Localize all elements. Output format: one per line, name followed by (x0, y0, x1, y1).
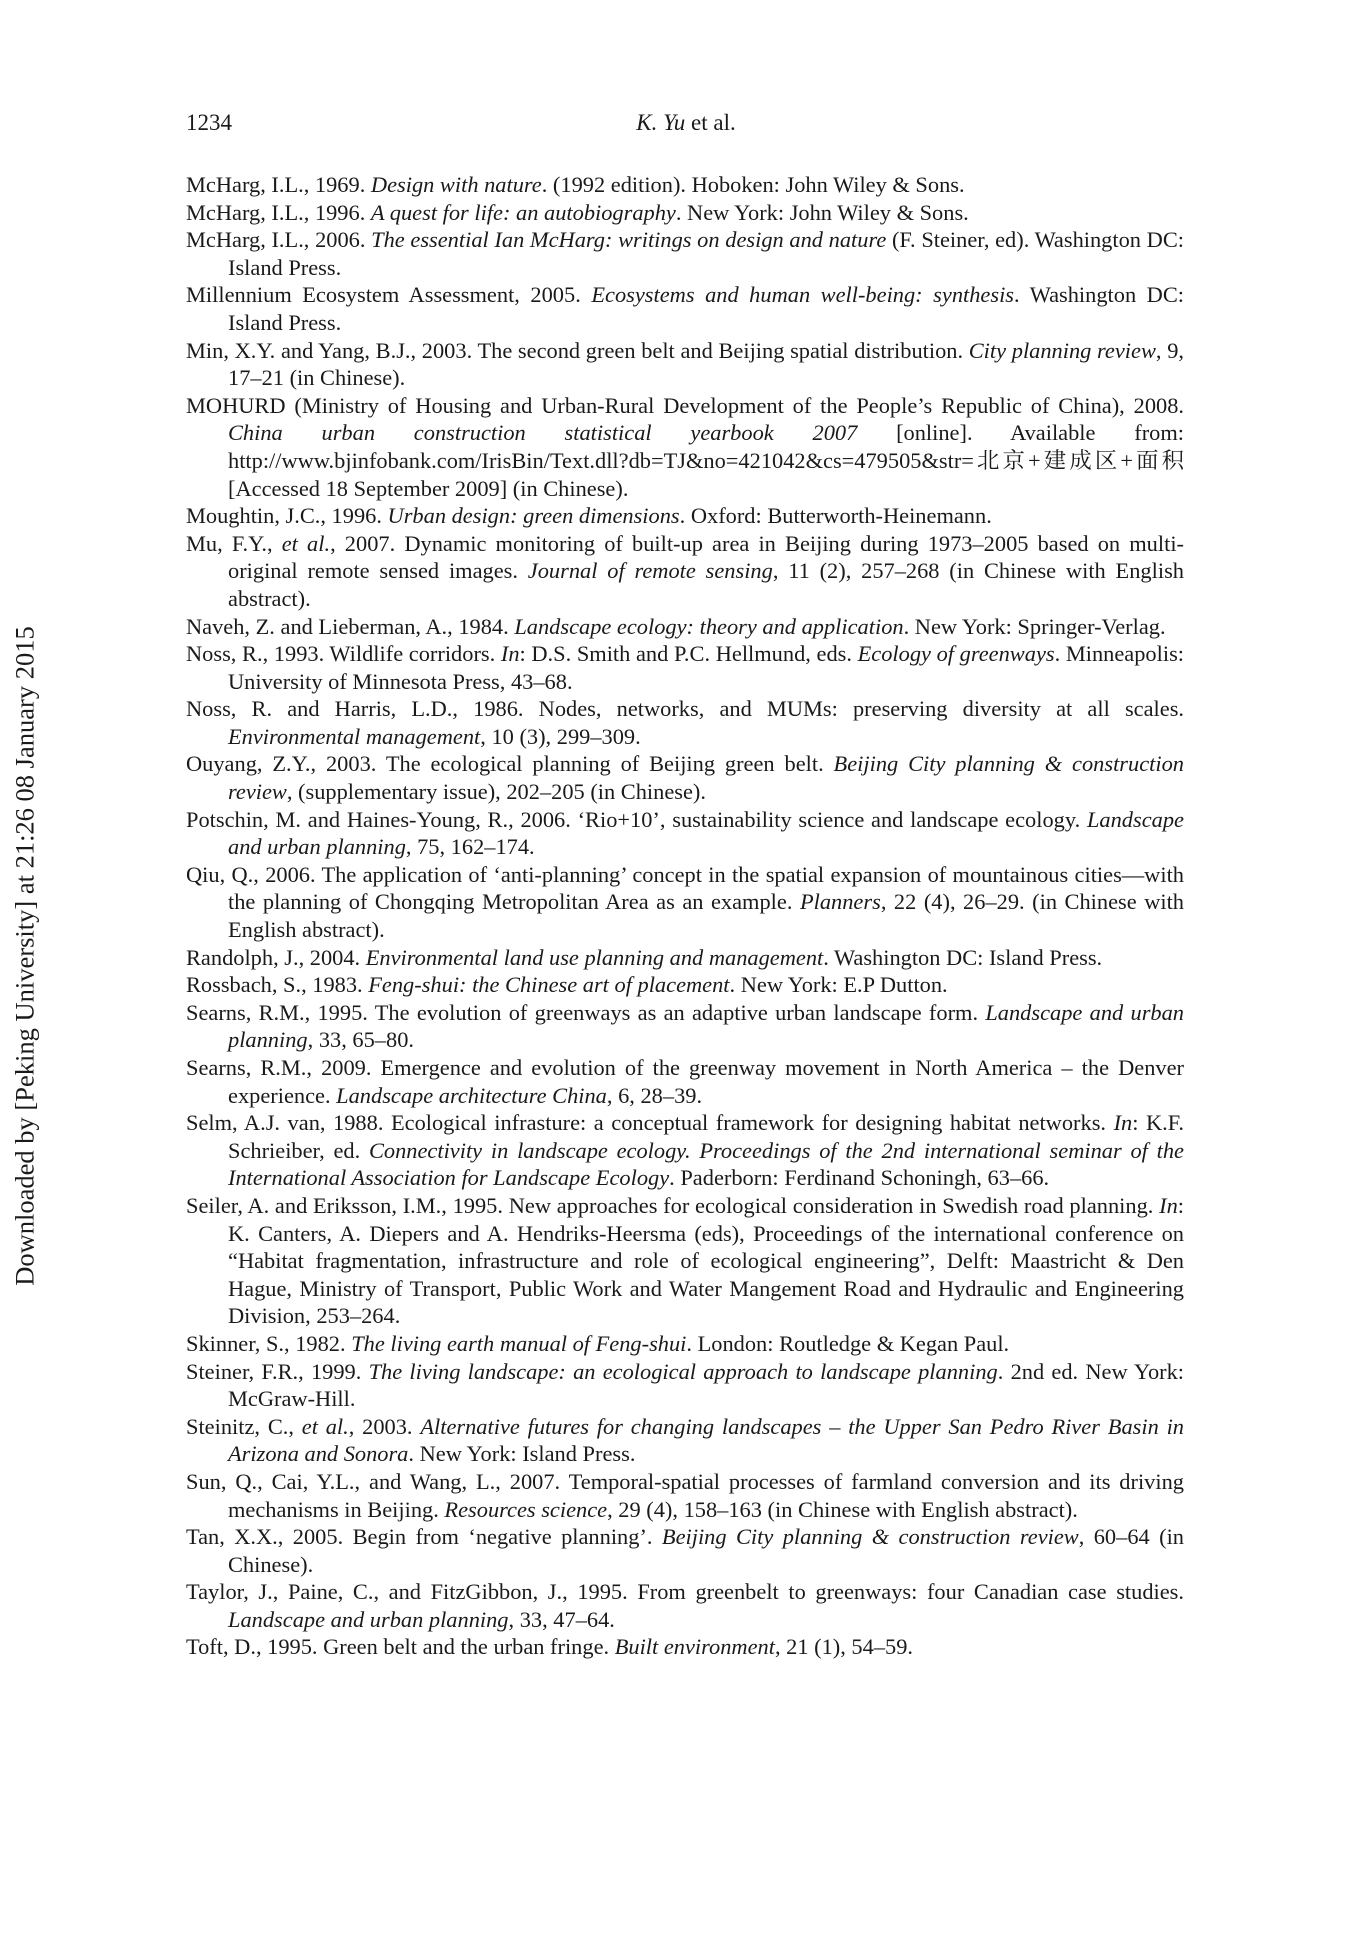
reference-title: A quest for life: an autobiography (370, 199, 676, 225)
reference-text: Noss, R. and Harris, L.D., 1986. Nodes, networks, and MUMs: preserving diversity at all scales. (186, 696, 1184, 722)
reference-text: , 6, 28–39. (606, 1082, 703, 1108)
reference-entry (186, 392, 1184, 502)
reference-text: : K. Canters, A. Diepers and A. Hendriks-Heersma (eds), Proceedings of the international conference on “Habitat fragmentation, infrastructure and role of ecological engineering”, Delft: Maastricht & Den Hague, Ministry of Transport, Public Work and Water Mangement Road and Hydraulic and Engineering Division, 253–264. (228, 1192, 1184, 1329)
reference-text: Searns, R.M., 2009. Emergence and evolution of the greenway movement in North America – the Denver experience. (186, 1055, 1184, 1108)
reference-title: Environmental land use planning and management (365, 944, 824, 970)
reference-title: Landscape and urban planning (228, 806, 1184, 860)
reference-title: In (1159, 1192, 1178, 1218)
reference-text: . New York: Island Press. (408, 1441, 636, 1467)
reference-entry (186, 530, 1184, 613)
reference-title: Resources science (444, 1496, 608, 1522)
reference-entry (186, 337, 1184, 392)
reference-text: . Paderborn: Ferdinand Schoningh, 63–66. (669, 1165, 1050, 1191)
reference-title: Planners (799, 889, 881, 915)
download-watermark (0, 0, 40, 1953)
reference-entry (186, 750, 1184, 805)
reference-entry (186, 1358, 1184, 1413)
reference-text: , 11 (2), 257–268 (in Chinese with English abstract). (228, 558, 1184, 611)
reference-text: , 2003. (348, 1413, 421, 1439)
reference-text: , 75, 162–174. (405, 834, 535, 860)
reference-text: . New York: Springer-Verlag. (903, 613, 1166, 639)
reference-text: Noss, R., 1993. Wildlife corridors. (186, 641, 501, 667)
reference-entry (186, 226, 1184, 281)
reference-entry (186, 199, 1184, 227)
reference-text: , 10 (3), 299–309. (480, 723, 641, 749)
reference-text: Randolph, J., 2004. (186, 944, 366, 970)
reference-text: . Washington DC: Island Press. (228, 282, 1184, 335)
reference-text: Qiu, Q., 2006. The application of ‘anti-planning’ concept in the spatial expansion of mountainous cities—with the planning of Chongqing Metropolitan Area as an example. (186, 861, 1184, 915)
running-head (186, 110, 1186, 136)
page-number: 1234 (186, 110, 232, 135)
running-head-etal: et al. (685, 110, 736, 135)
reference-text: , 33, 47–64. (508, 1606, 615, 1632)
reference-title: In (500, 641, 520, 667)
reference-entry (186, 971, 1184, 999)
reference-title: Urban design: green dimensions (387, 503, 680, 529)
reference-text: . London: Routledge & Kegan Paul. (686, 1330, 1010, 1356)
reference-list (186, 171, 1184, 1661)
reference-text: , 21 (1), 54–59. (774, 1634, 913, 1660)
reference-title: Journal of remote sensing (527, 558, 773, 584)
reference-text: [online]. Available from: http://www.bjinfobank.com/IrisBin/Text.dll?db=TJ&no=421042&cs=479505&str=北京+建成区+面积 [Accessed 18 September 2009] (in Chinese). (228, 420, 1184, 501)
reference-title: City planning review (968, 337, 1156, 363)
reference-title: The living landscape: an ecological approach to landscape planning (368, 1358, 998, 1384)
running-head-authors: K. Yu (636, 110, 686, 135)
reference-entry (186, 1054, 1184, 1109)
reference-text: . New York: E.P Dutton. (729, 972, 948, 998)
reference-text: . Minneapolis: University of Minnesota Press, 43–68. (228, 641, 1184, 694)
reference-entry (186, 1413, 1184, 1468)
reference-text: Min, X.Y. and Yang, B.J., 2003. The second green belt and Beijing spatial distribution. (186, 337, 969, 363)
reference-entry (186, 1330, 1184, 1358)
reference-entry (186, 640, 1184, 695)
reference-title: Ecology of greenways (857, 641, 1055, 667)
reference-text: . Oxford: Butterworth-Heinemann. (679, 503, 992, 529)
reference-text: . 2nd ed. New York: McGraw-Hill. (228, 1358, 1185, 1412)
reference-text: Sun, Q., Cai, Y.L., and Wang, L., 2007. Temporal-spatial processes of farmland conversion and its driving mechanisms in Beijing. (186, 1468, 1184, 1522)
reference-entry (186, 944, 1184, 972)
reference-text: , 22 (4), 26–29. (in Chinese with English abstract). (228, 889, 1184, 943)
reference-entry (186, 1578, 1184, 1633)
reference-entry (186, 695, 1184, 750)
reference-text: Toft, D., 1995. Green belt and the urban fringe. (186, 1634, 615, 1660)
reference-text: (F. Steiner, ed). Washington DC: Island Press. (228, 227, 1184, 280)
reference-text: Skinner, S., 1982. (186, 1330, 352, 1356)
reference-text: : D.S. Smith and P.C. Hellmund, eds. (519, 641, 858, 667)
reference-text: , 9, 17–21 (in Chinese). (228, 337, 1184, 391)
reference-entry (186, 999, 1184, 1054)
reference-text: Steinitz, C., (186, 1413, 302, 1439)
reference-entry (186, 1192, 1184, 1330)
reference-title: Connectivity in landscape ecology. Proceedings of the 2nd international seminar of the International Association for Landscape Ecology (228, 1137, 1184, 1191)
reference-text: . (1992 edition). Hoboken: John Wiley & Sons. (541, 172, 965, 197)
reference-title: The living earth manual of Feng-shui (351, 1330, 687, 1356)
reference-text: McHarg, I.L., 1996. (186, 199, 371, 225)
reference-text: McHarg, I.L., 2006. (186, 227, 372, 253)
reference-entry (186, 171, 1184, 199)
reference-title: Beijing City planning & construction review (228, 751, 1184, 805)
reference-text: . New York: John Wiley & Sons. (675, 199, 969, 225)
reference-title: Built environment (614, 1634, 775, 1660)
reference-text: McHarg, I.L., 1969. (186, 172, 371, 197)
reference-title: Landscape and urban planning (228, 1606, 509, 1632)
reference-title: China urban construction statistical yearbook 2007 (228, 420, 858, 446)
reference-title: In (1113, 1110, 1133, 1136)
reference-text: Tan, X.X., 2005. Begin from ‘negative planning’. (186, 1524, 662, 1550)
reference-entry (186, 281, 1184, 336)
reference-text: Steiner, F.R., 1999. (186, 1358, 369, 1384)
reference-text: Searns, R.M., 1995. The evolution of greenways as an adaptive urban landscape form. (186, 999, 986, 1025)
reference-title: Design with nature (370, 172, 542, 197)
reference-title: et al. (301, 1413, 349, 1439)
reference-entry (186, 1633, 1184, 1661)
reference-title: Alternative futures for changing landscapes – the Upper San Pedro River Basin in Arizona and Sonora (228, 1413, 1184, 1467)
reference-entry (186, 1468, 1184, 1523)
reference-entry (186, 806, 1184, 861)
reference-title: Landscape and urban planning (228, 999, 1185, 1053)
reference-text: . Washington DC: Island Press. (823, 944, 1103, 970)
reference-text: , 29 (4), 158–163 (in Chinese with English abstract). (607, 1496, 1078, 1522)
reference-text: Millennium Ecosystem Assessment, 2005. (186, 282, 592, 308)
reference-text: , (supplementary issue), 202–205 (in Chinese). (286, 779, 706, 805)
reference-entry (186, 861, 1184, 944)
reference-entry (186, 502, 1184, 530)
reference-text: , 2007. Dynamic monitoring of built-up area in Beijing during 1973–2005 based on multi-original remote sensed images. (228, 530, 1184, 584)
page-header (186, 110, 1186, 144)
reference-text: Potschin, M. and Haines-Young, R., 2006. ‘Rio+10’, sustainability science and landscape ecology. (186, 806, 1087, 832)
reference-title: Environmental management (228, 723, 481, 749)
reference-text: Moughtin, J.C., 1996. (186, 503, 388, 529)
reference-title: Landscape ecology: theory and application (514, 613, 904, 639)
reference-text: Taylor, J., Paine, C., and FitzGibbon, J., 1995. From greenbelt to greenways: four Canadian case studies. (186, 1579, 1184, 1605)
reference-text: Selm, A.J. van, 1988. Ecological infrasture: a conceptual framework for designing habitat networks. (186, 1110, 1114, 1136)
reference-entry (186, 1523, 1184, 1578)
reference-text: Naveh, Z. and Lieberman, A., 1984. (186, 613, 515, 639)
reference-text: Seiler, A. and Eriksson, I.M., 1995. New approaches for ecological consideration in Swedish road planning. (186, 1192, 1160, 1218)
watermark-text: Downloaded by [Peking University] at 21:26 08 January 2015 (9, 626, 40, 1286)
reference-text: Mu, F.Y., (186, 530, 282, 556)
reference-title: Feng-shui: the Chinese art of placement (368, 972, 730, 998)
reference-text: , 33, 65–80. (307, 1027, 414, 1053)
reference-text: : K.F. Schrieiber, ed. (228, 1110, 1185, 1163)
reference-title: Ecosystems and human well-being: synthesis (591, 282, 1015, 308)
reference-text: Ouyang, Z.Y., 2003. The ecological planning of Beijing green belt. (186, 751, 834, 777)
reference-title: et al. (281, 530, 331, 556)
reference-title: The essential Ian McHarg: writings on design and nature (371, 227, 887, 253)
reference-text: , 60–64 (in Chinese). (228, 1524, 1184, 1577)
reference-text: Rossbach, S., 1983. (186, 972, 369, 998)
reference-entry (186, 613, 1184, 641)
reference-text: MOHURD (Ministry of Housing and Urban-Rural Development of the People’s Republic of China), 2008. (186, 392, 1184, 418)
reference-title: Landscape architecture China (336, 1082, 607, 1108)
reference-title: Beijing City planning & construction review (661, 1524, 1079, 1550)
reference-entry (186, 1109, 1184, 1192)
